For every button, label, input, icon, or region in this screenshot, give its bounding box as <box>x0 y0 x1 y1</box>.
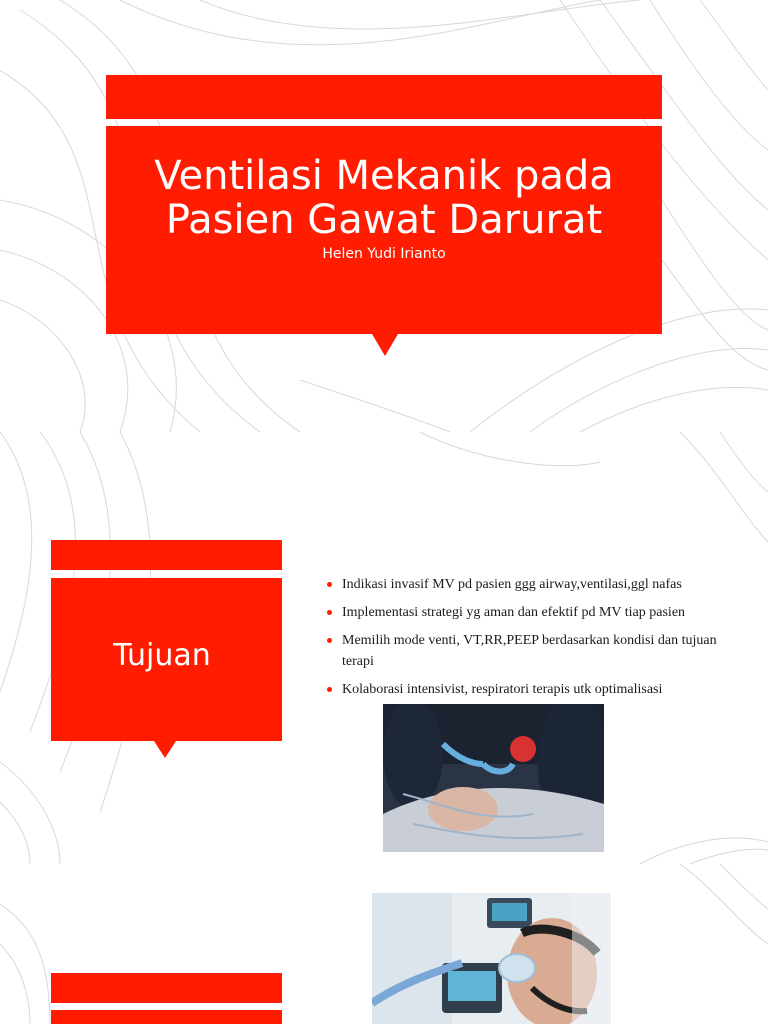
list-item: Kolaborasi intensivist, respiratori terapis utk optimalisasi <box>326 679 726 700</box>
bullet-icon <box>327 687 332 692</box>
bullet-icon <box>327 582 332 587</box>
ventilator-patient-photo <box>372 893 611 1024</box>
title-line-2: Pasien Gawat Darurat <box>165 197 603 243</box>
resuscitation-photo <box>383 704 604 852</box>
list-item: Implementasi strategi yg aman dan efektif pd MV tiap pasien <box>326 602 726 623</box>
list-item: Memilih mode venti, VT,RR,PEEP berdasarkan kondisi dan tujuan terapi <box>326 630 726 672</box>
bullet-list <box>326 574 726 707</box>
list-item: Indikasi invasif MV pd pasien ggg airway,ventilasi,ggl nafas <box>326 574 726 595</box>
slide-title <box>106 154 662 242</box>
bullet-icon <box>327 610 332 615</box>
title-line-1: Ventilasi Mekanik pada <box>154 153 614 199</box>
bullet-icon <box>327 638 332 643</box>
slide-subtitle: Helen Yudi Irianto <box>322 246 446 262</box>
title-box <box>51 1010 282 1024</box>
slide-three <box>0 864 768 1024</box>
accent-bar <box>51 973 282 1003</box>
title-box-pointer <box>154 741 176 758</box>
slide-title: Tujuan <box>113 638 211 673</box>
title-box-pointer <box>372 334 398 356</box>
accent-bar <box>106 75 662 119</box>
title-slide <box>0 0 768 432</box>
objectives-slide <box>0 432 768 864</box>
accent-bar <box>51 540 282 570</box>
